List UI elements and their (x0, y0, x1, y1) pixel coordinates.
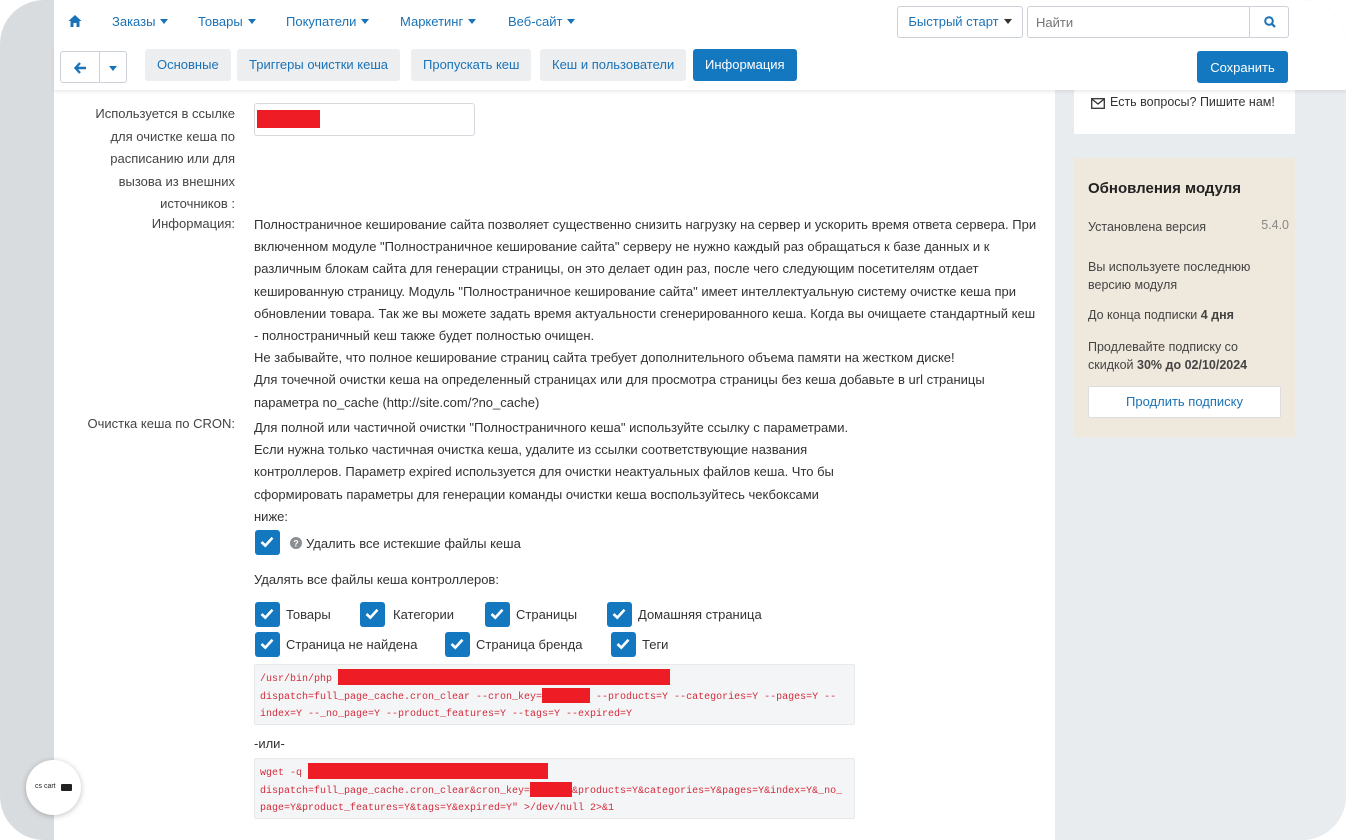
cron-line: ниже: (254, 508, 288, 524)
code-line: dispatch=full_page_cache.cron_clear --cron_key= --products=Y --categories=Y --pages=Y -- (260, 688, 849, 706)
info-line: кешированную страницу. Модуль "Полностраничное кеширование сайта" имеет интеллектуальную систему очистке кеша при (254, 283, 1016, 299)
code-line: wget -q (260, 763, 849, 782)
info-label: Информация: (151, 216, 235, 231)
code-line: index=Y --_no_page=Y --product_features=Y --tags=Y --expired=Y (260, 709, 633, 720)
info-text (254, 214, 1044, 414)
top-navigation (54, 0, 1346, 44)
cron-command-php[interactable] (254, 664, 855, 725)
search-button[interactable] (1249, 6, 1289, 38)
renew-subscription-button[interactable]: Продлить подписку (1088, 386, 1281, 418)
controller-label: Страницы (516, 607, 578, 622)
caret-down-icon (109, 66, 117, 71)
check-icon (260, 608, 274, 620)
quick-start-button[interactable]: Быстрый старт (897, 6, 1023, 38)
expired-checkbox-label: Удалить все истекшие файлы кеша (306, 536, 521, 551)
arrow-left-icon (74, 62, 87, 74)
code-line: /usr/bin/php (260, 669, 849, 688)
check-icon (260, 638, 274, 650)
installed-label: Установлена версия (1088, 220, 1207, 234)
svg-text:?: ? (293, 538, 299, 549)
info-line: включенном модуле "Полностраничное кеширование сайта" серверу не нужно каждый раз обращаться к базе данных и к (254, 239, 990, 255)
expired-checkbox[interactable] (255, 530, 280, 555)
or-separator: -или- (254, 736, 285, 751)
controller-checkbox-home[interactable] (607, 602, 632, 627)
cron-text (254, 417, 864, 528)
menu-products[interactable]: Товары (198, 14, 256, 29)
search-input[interactable] (1027, 6, 1249, 38)
redacted-path (338, 669, 670, 685)
info-line: обновлении товара. Так же вы можете задать время актуальности сгенерированного кеша. Когда вы очищаете стандартный кеш (254, 305, 1036, 321)
help-icon[interactable] (290, 537, 302, 549)
cron-line: Если нужна только частичная очистка кеша, удалите из ссылки соответствующие названия (254, 442, 808, 458)
check-icon (260, 536, 274, 548)
tab-cache-triggers[interactable]: Триггеры очистки кеша (237, 49, 400, 81)
cron-line: сформировать параметры для генерации команды очистки кеша воспользуйтесь чекбоксами (254, 486, 819, 502)
contact-text: Есть вопросы? Пишите нам! (1110, 95, 1275, 109)
menu-marketing[interactable]: Маркетинг (400, 14, 476, 29)
code-line: dispatch=full_page_cache.cron_clear&cron_key= &products=Y&categories=Y&pages=Y&index=Y&_no_ (260, 782, 849, 800)
cron-line: контроллеров. Параметр expired используется для очистки неактуальных файлов кеша. Что бы (254, 464, 834, 480)
cron-link-input[interactable] (254, 103, 475, 136)
controller-label: Товары (286, 607, 331, 622)
logo-badge (61, 784, 72, 791)
caret-down-icon (567, 19, 575, 24)
search-icon (1264, 16, 1276, 28)
home-icon[interactable] (68, 14, 82, 28)
menu-customers[interactable]: Покупатели (286, 14, 369, 29)
cron-command-wget[interactable] (254, 758, 855, 819)
renew-offer: Продлевайте подписку со скидкой 30% до 02/10/2024 (1088, 340, 1248, 372)
cron-link-label: Используется в ссылке для очистке кеша по расписанию или для вызова из внешних источников : (95, 106, 235, 211)
link-label-col (75, 103, 235, 213)
menu-website[interactable]: Веб-сайт (508, 14, 575, 29)
caret-down-icon (1004, 19, 1012, 24)
main-content (54, 0, 1055, 840)
controller-label: Страница бренда (476, 637, 583, 652)
tab-skip-cache[interactable]: Пропускать кеш (411, 49, 531, 81)
redacted-url (308, 763, 548, 779)
tab-cache-users[interactable]: Кеш и пользователи (540, 49, 686, 81)
caret-down-icon (361, 19, 369, 24)
info-label-col (75, 213, 235, 237)
back-button[interactable] (60, 51, 100, 83)
envelope-icon (1091, 98, 1105, 109)
controller-label: Категории (393, 607, 454, 622)
check-icon (450, 638, 464, 650)
check-icon (365, 608, 379, 620)
toolbar (54, 44, 1346, 90)
cs-cart-logo[interactable]: cs cart (26, 760, 81, 815)
save-button[interactable]: Сохранить (1197, 51, 1288, 83)
check-icon (490, 608, 504, 620)
contact-box[interactable] (1074, 88, 1295, 134)
installed-version: 5.4.0 (1261, 218, 1289, 232)
check-icon (616, 638, 630, 650)
admin-app (54, 0, 1346, 840)
subscription-left: До конца подписки 4 дня (1088, 308, 1234, 322)
info-line: параметра no_cache (http://site.com/?no_cache) (254, 394, 540, 410)
info-line: Полностраничное кеширование сайта позволяет существенно снизить нагрузку на сервер и ускорить время ответа сервера. При (254, 217, 1037, 232)
controller-checkbox-products[interactable] (255, 602, 280, 627)
cron-label-col (75, 413, 235, 437)
redacted-key (542, 688, 590, 703)
caret-down-icon (468, 19, 476, 24)
tab-information[interactable]: Информация (693, 49, 797, 81)
updates-title: Обновления модуля (1088, 180, 1242, 197)
controller-label: Домашняя страница (638, 607, 762, 622)
info-line: Не забывайте, что полное кеширование страниц сайта требует дополнительного объема памяти на жестком диске! (254, 350, 955, 366)
redacted-value (257, 110, 320, 128)
controller-checkbox-pages[interactable] (485, 602, 510, 627)
info-line: Для точечной очистки кеша на определенный страницах или для просмотра страницы без кеша добавьте в url страницы (254, 372, 985, 388)
code-line: page=Y&product_features=Y&tags=Y&expired=Y" >/dev/null 2>&1 (260, 803, 615, 814)
controller-checkbox-not-found[interactable] (255, 632, 280, 657)
controller-checkbox-tags[interactable] (611, 632, 636, 657)
cron-label: Очистка кеша по CRON: (87, 416, 235, 431)
controller-label: Страница не найдена (286, 637, 418, 652)
cron-line: Для полной или частичной очистки "Полностраничного кеша" используйте ссылку с параметрами. (254, 420, 849, 435)
controller-label: Теги (642, 637, 669, 652)
menu-orders[interactable]: Заказы (112, 14, 168, 29)
info-line: - полностраничный кеш также будет полностью очищен. (254, 328, 595, 344)
module-updates-box (1074, 158, 1295, 437)
caret-down-icon (248, 19, 256, 24)
controller-checkbox-brand[interactable] (445, 632, 470, 657)
redacted-key (530, 782, 572, 797)
check-icon (612, 608, 626, 620)
tab-general[interactable]: Основные (145, 49, 231, 81)
controller-checkbox-categories[interactable] (360, 602, 385, 627)
info-line: различным блокам сайта для генерации страницы, он это делает один раз, после чего следующим посетителям отдает (254, 261, 979, 277)
caret-down-icon (160, 19, 168, 24)
latest-version-text: Вы используете последнюю версию модуля (1088, 260, 1251, 292)
controllers-title: Удалять все файлы кеша контроллеров: (254, 572, 499, 587)
back-dropdown-button[interactable] (100, 51, 127, 83)
